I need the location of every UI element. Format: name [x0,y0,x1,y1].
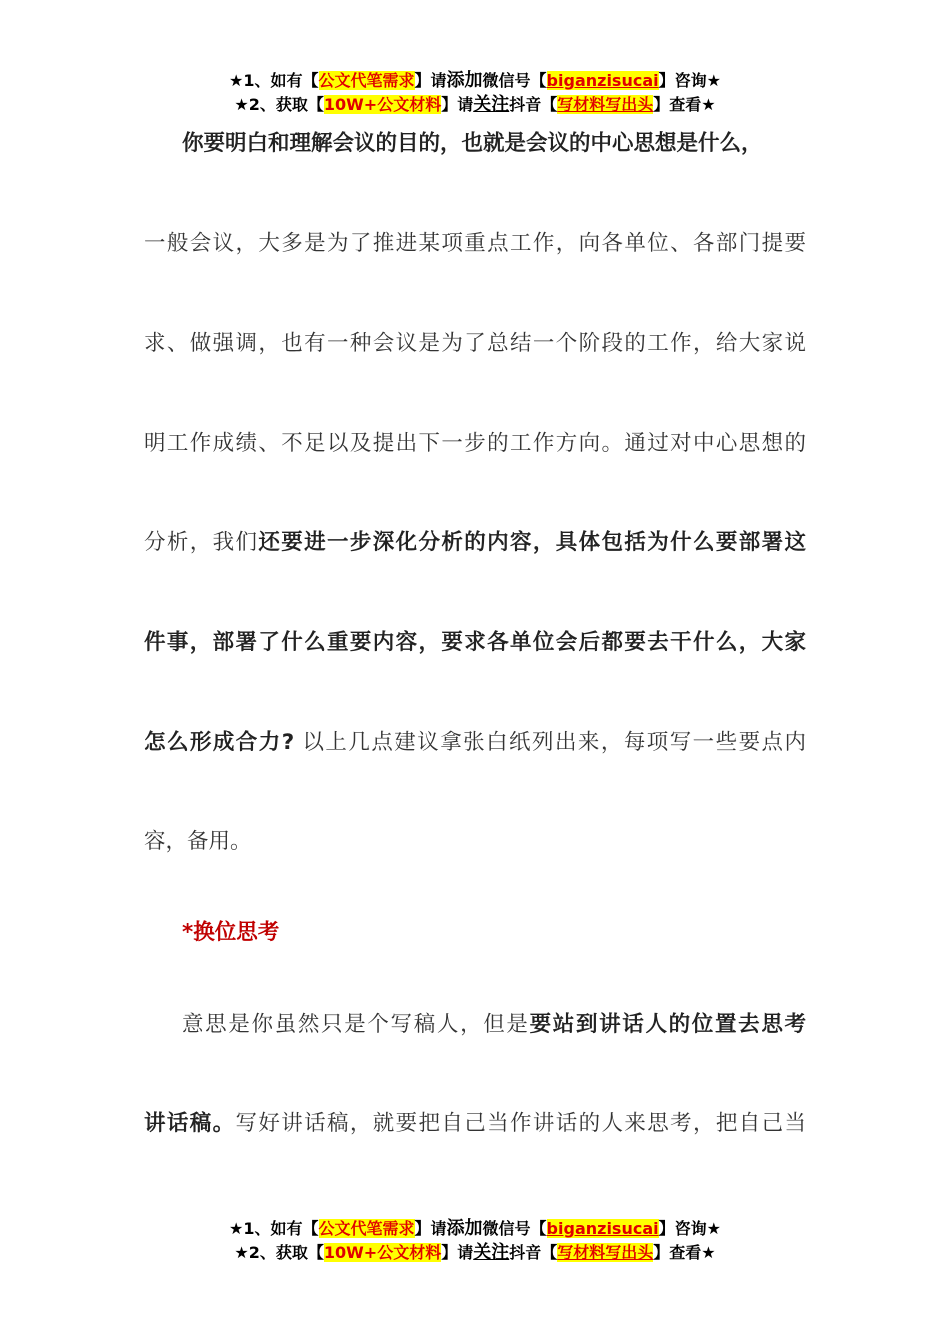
service-highlight: 公文代笔需求 [318,71,415,90]
banner-text: 】查看★ [653,95,716,114]
banner-text: 】咨询★ [658,1219,721,1238]
bold-text: 要站到讲话人的位置去思考 [529,1012,806,1037]
banner-text: 抖音【 [509,1243,558,1262]
banner-line-1 [0,1217,950,1241]
banner-text: ★1、如有【 [229,71,319,90]
paragraph-1-line-7 [144,727,806,759]
paragraph-1-line-4: 明工作成绩、不足以及提出下一步的工作方向。通过对中心思想的 [144,431,806,456]
paragraph-1-line-6: 件事，部署了什么重要内容，要求各单位会后都要去干什么，大家 [144,630,806,655]
header-banner [0,69,950,117]
banner-line-1 [0,69,950,93]
douyin-account[interactable]: 写材料写出头 [557,1243,654,1262]
bold-text: 还要进一步深化分析的内容，具体包括为什么要部署这 [258,530,806,555]
banner-text: 】请 [414,71,447,90]
wechat-id[interactable]: biganzisucai [546,1219,659,1238]
banner-text: 抖音【 [509,95,558,114]
plain-text: 分析，我们 [144,530,259,555]
paragraph-1-line-1: 你要明白和理解会议的目的，也就是会议的中心思想是什么， [182,131,763,156]
banner-text: 微信号【 [482,71,547,90]
banner-line-2 [0,1241,950,1265]
banner-text: ★2、获取【 [234,1243,324,1262]
banner-line-2 [0,93,950,117]
material-highlight: 10W+公文材料 [323,1243,442,1262]
banner-emphasis: 关注 [473,1242,510,1263]
plain-text: 以上几点建议拿张白纸列出来，每项写一些要点内 [302,730,806,755]
banner-text: ★2、获取【 [234,95,324,114]
banner-text: 】咨询★ [658,71,721,90]
douyin-account[interactable]: 写材料写出头 [557,95,654,114]
plain-text: 意思是你虽然只是个写稿人，但是 [182,1012,530,1037]
footer-banner [0,1217,950,1265]
banner-emphasis: 关注 [473,94,510,115]
banner-text: 】请 [441,95,474,114]
paragraph-2-line-2 [144,1108,806,1140]
banner-text: ★1、如有【 [229,1219,319,1238]
bold-text: 讲话稿。 [144,1111,236,1136]
bold-text: 怎么形成合力? [144,730,295,755]
banner-text: 】请 [441,1243,474,1262]
banner-text: 】查看★ [653,1243,716,1262]
section-heading: *换位思考 [182,920,280,945]
banner-emphasis: 添加 [446,1218,483,1239]
banner-text: 微信号【 [482,1219,547,1238]
banner-text: 】请 [414,1219,447,1238]
banner-emphasis: 添加 [446,70,483,91]
paragraph-1-line-5 [144,527,806,559]
paragraph-2-line-1 [144,1009,806,1041]
plain-text: 写好讲话稿，就要把自己当作讲话的人来思考，把自己当 [235,1111,806,1136]
paragraph-1-line-2: 一般会议，大多是为了推进某项重点工作，向各单位、各部门提要 [144,231,806,256]
material-highlight: 10W+公文材料 [323,95,442,114]
paragraph-1-line-8: 容，备用。 [144,829,252,854]
service-highlight: 公文代笔需求 [318,1219,415,1238]
wechat-id[interactable]: biganzisucai [546,71,659,90]
paragraph-1-line-3: 求、做强调，也有一种会议是为了总结一个阶段的工作，给大家说 [144,331,806,356]
